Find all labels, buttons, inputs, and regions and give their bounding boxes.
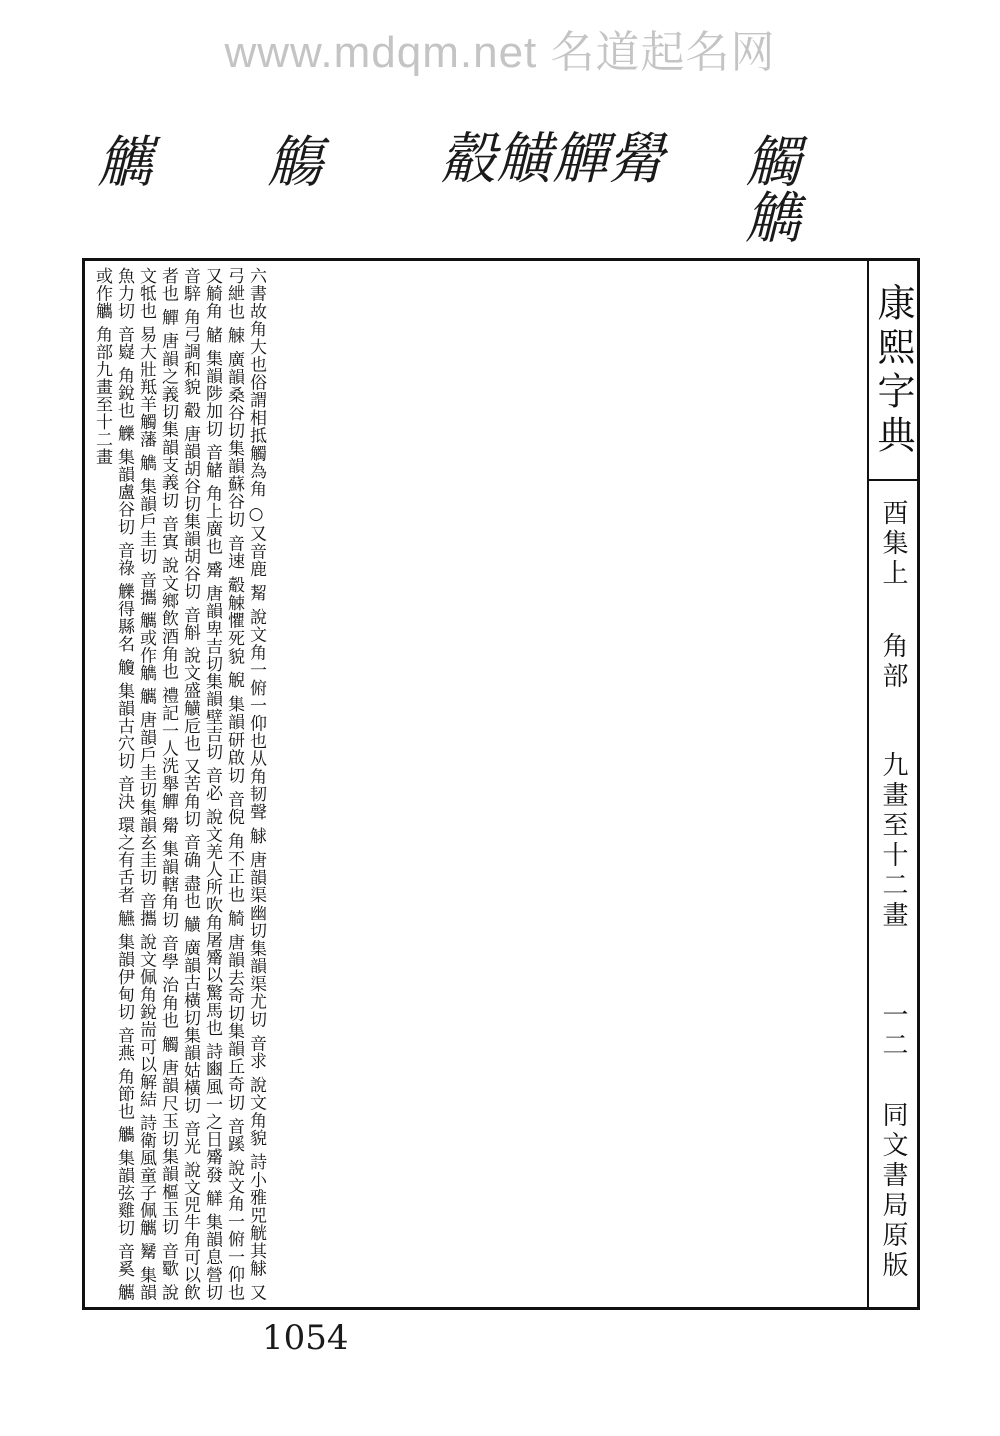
leaf-number: 一二 — [878, 1001, 908, 1061]
volume-label: 酉集上 — [878, 499, 908, 589]
seal-script-band — [80, 128, 920, 258]
dictionary-entries: 六書故角大也俗謂相抵觸為角 ○又音鹿 觢 說文角一俯一仰也从角韧聲 觩 唐韻渠幽切集韻渠尤切 音求 說文角貌 詩小雅兕觥其觩 又弓紲也 觫 廣韻桑谷切集韻蘇谷切 音速 觳觫懼死貌 觬 集韻研啟切 音倪 角不正也 觭 唐韻去奇切集韻丘奇切 音蹊 說文角一俯一仰也 又觭角 觰 集韻陟加切 音觰 角上廣也 觱 唐韻卑吉切集韻壁吉切 音必 說文羌人所吹角屠觱以驚馬也 詩豳風一之日觱發 觲 集韻息營切 音騂 角弓調和貌 觳 唐韻胡谷切集韻胡谷切 音斛 說文盛觵卮也 又苦角切 音确 盡也 觵 廣韻古橫切集韻姑橫切 音光 說文兕牛角可以飲者也 觶 唐韻之義切集韻支義切 音寘 說文鄉飲酒角也 禮記一人洗舉觶 觷 集韻轄角切 音學 治角也 觸 唐韻尺玉切集韻樞玉切 音歜 說文牴也 易大壯羝羊觸藩 觹 集韻戶圭切 音攜 觽或作觹 觽 唐韻戶圭切集韻玄圭切 音攜 說文佩角銳耑可以解結 詩衛風童子佩觽 觺 集韻魚力切 音嶷 角銳也 觻 集韻盧谷切 音祿 觻得縣名 觼 集韻古穴切 音決 環之有舌者 觾 集韻伊甸切 音燕 角節也 觿 集韻弦雞切 音奚 觽或作觿 角部九畫至十二畫 — [92, 267, 266, 1301]
divider — [869, 479, 917, 481]
seal-glyph: 觸觹 — [736, 132, 801, 244]
seal-glyph: 觳觵觶觷 — [440, 127, 664, 192]
page-number: 1054 — [262, 1318, 349, 1358]
watermark-text: www.mdqm.net 名道起名网 — [224, 28, 776, 77]
seal-glyph: 觽 — [88, 132, 153, 188]
side-panel — [867, 261, 917, 1307]
book-title: 康熙字典 — [871, 283, 915, 459]
stroke-range-label: 九畫至十二畫 — [878, 751, 908, 931]
publisher-label: 同文書局原版 — [878, 1101, 908, 1281]
radical-label: 角部 — [878, 632, 908, 692]
dictionary-body — [91, 267, 863, 1301]
page-frame — [82, 258, 920, 1310]
seal-glyph: 觴 — [258, 132, 323, 188]
